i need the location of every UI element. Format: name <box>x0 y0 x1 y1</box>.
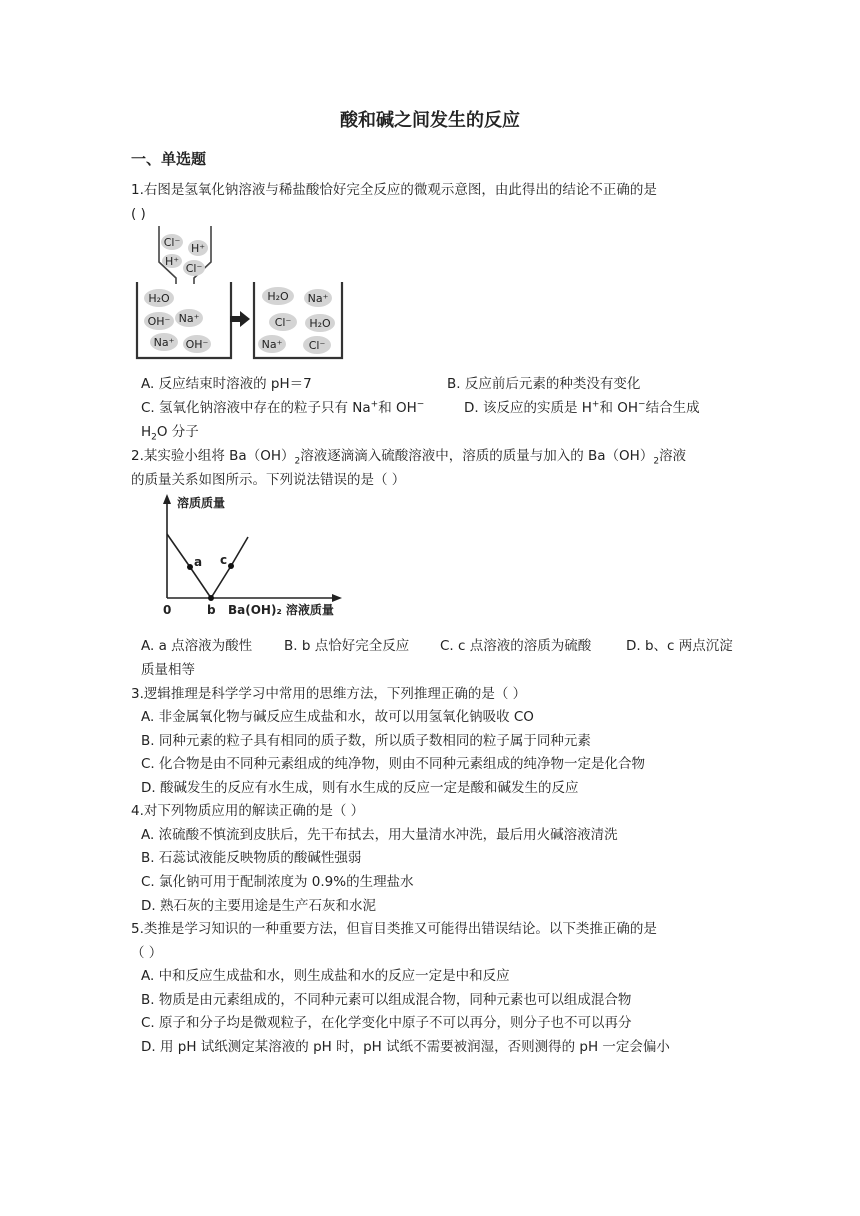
graph-point-c: c <box>220 553 228 567</box>
q2-stem-sub2: 2 <box>653 456 660 467</box>
graph-x-label: Ba(OH)₂ 溶液质量 <box>228 603 334 617</box>
q1-d-sup2: − <box>638 399 646 410</box>
q3-option-b[interactable]: B. 同种元素的粒子具有相同的质子数，所以质子数相同的粒子属于同种元素 <box>141 733 591 749</box>
graph-point-b: b <box>207 603 216 617</box>
q1-option-b[interactable]: B. 反应前后元素的种类没有变化 <box>447 376 641 392</box>
right-particle-2: Na⁺ <box>307 292 329 305</box>
left-particle-4: Na⁺ <box>153 336 175 349</box>
q5-option-b[interactable]: B. 物质是由元素组成的，不同种元素可以组成混合物，同种元素也可以组成混合物 <box>141 992 632 1008</box>
q2-stem-line2: 的质量关系如图所示。下列说法错误的是（ ） <box>131 472 406 488</box>
q1-c-sup2: − <box>416 399 425 410</box>
q5-stem-line1: 5.类推是学习知识的一种重要方法，但盲目类推又可能得出错误结论。以下类推正确的是 <box>131 921 657 937</box>
q1-d-sup1: + <box>591 399 600 410</box>
q5-option-a[interactable]: A. 中和反应生成盐和水，则生成盐和水的反应一定是中和反应 <box>141 968 510 984</box>
q1-stem-line2: ( ) <box>131 206 146 222</box>
reaction-arrow-icon <box>230 311 250 327</box>
right-particle-4: H₂O <box>309 317 331 330</box>
q4-option-c[interactable]: C. 氯化钠可用于配制浓度为 0.9%的生理盐水 <box>141 874 414 890</box>
q2-option-c[interactable]: C. c 点溶液的溶质为硫酸 <box>440 638 592 654</box>
graph-point-a: a <box>194 555 203 569</box>
q1-d-mid: 和 OH <box>599 400 639 416</box>
right-particle-5: Na⁺ <box>261 338 283 351</box>
graph-origin-label: 0 <box>163 603 172 617</box>
left-particle-2: OH⁻ <box>147 315 171 328</box>
funnel-ion-4: Cl⁻ <box>185 262 203 275</box>
right-particle-1: H₂O <box>267 290 289 303</box>
q1-d-cont-h: H <box>141 424 152 440</box>
q4-option-b[interactable]: B. 石蕊试液能反映物质的酸碱性强弱 <box>141 850 362 866</box>
q4-option-d[interactable]: D. 熟石灰的主要用途是生产石灰和水泥 <box>141 898 376 914</box>
funnel-ion-2: H⁺ <box>190 242 206 255</box>
q3-option-a[interactable]: A. 非金属氧化物与碱反应生成盐和水，故可以用氢氧化钠吸收 CO <box>141 709 534 725</box>
q3-option-d[interactable]: D. 酸碱发生的反应有水生成，则有水生成的反应一定是酸和碱发生的反应 <box>141 780 579 796</box>
q5-option-c[interactable]: C. 原子和分子均是微观粒子，在化学变化中原子不可以再分，则分子也不可以再分 <box>141 1015 632 1031</box>
left-particle-1: H₂O <box>148 292 170 305</box>
q4-option-a[interactable]: A. 浓硫酸不慎流到皮肤后，先干布拭去，用大量清水冲洗，最后用火碱溶液清洗 <box>141 827 618 843</box>
q1-option-d-cont <box>141 422 199 442</box>
q2-option-d[interactable]: D. b、c 两点沉淀 <box>626 638 733 654</box>
q2-stem-b: 溶液逐滴滴入硫酸溶液中，溶质的质量与加入的 Ba（OH） <box>300 448 654 464</box>
q1-stem-line1: 1.右图是氢氧化钠溶液与稀盐酸恰好完全反应的微观示意图，由此得出的结论不正确的是 <box>131 182 657 198</box>
section-heading: 一、单选题 <box>131 150 207 168</box>
q1-d-cont-sub: 2 <box>151 432 157 443</box>
q2-option-d-cont: 质量相等 <box>141 662 195 678</box>
q1-c-sup1: + <box>370 399 379 410</box>
q2-stem-line1 <box>131 446 686 466</box>
q1-d-text: D. 该反应的实质是 H <box>464 400 592 416</box>
q1-option-c[interactable] <box>141 398 424 418</box>
q5-option-d[interactable]: D. 用 pH 试纸测定某溶液的 pH 时，pH 试纸不需要被润湿，否则测得的 pH 一定会偏小 <box>141 1039 670 1055</box>
q1-option-a[interactable]: A. 反应结束时溶液的 pH＝7 <box>141 376 312 392</box>
funnel-ion-3: H⁺ <box>164 255 180 268</box>
q1-option-d[interactable] <box>464 398 700 418</box>
q2-stem-c: 溶液 <box>659 448 687 464</box>
q2-stem-sub1: 2 <box>294 456 301 467</box>
left-particle-5: OH⁻ <box>185 338 209 351</box>
q1-d-post: 结合生成 <box>645 400 700 416</box>
left-particle-3: Na⁺ <box>178 312 200 325</box>
q1-c-text: C. 氢氧化钠溶液中存在的粒子只有 Na <box>141 400 371 416</box>
q1-c-mid: 和 OH <box>378 400 417 416</box>
page-title: 酸和碱之间发生的反应 <box>340 110 520 131</box>
q3-stem: 3.逻辑推理是科学学习中常用的思维方法，下列推理正确的是（ ） <box>131 686 527 702</box>
q2-stem-a: 2.某实验小组将 Ba（OH） <box>131 448 295 464</box>
q1-d-cont-post: O 分子 <box>156 424 199 440</box>
funnel-ion-1: Cl⁻ <box>163 236 181 249</box>
q2-option-a[interactable]: A. a 点溶液为酸性 <box>141 638 253 654</box>
q2-mass-graph <box>150 490 350 622</box>
q4-stem: 4.对下列物质应用的解读正确的是（ ） <box>131 803 365 819</box>
q3-option-c[interactable]: C. 化合物是由不同种元素组成的纯净物，则由不同种元素组成的纯净物一定是化合物 <box>141 756 646 772</box>
graph-y-label: 溶质质量 <box>177 496 226 510</box>
q2-option-b[interactable]: B. b 点恰好完全反应 <box>284 638 410 654</box>
right-particle-6: Cl⁻ <box>308 339 326 352</box>
q1-reaction-diagram <box>134 226 346 362</box>
right-particle-3: Cl⁻ <box>274 316 292 329</box>
q5-stem-line2: （ ） <box>131 945 163 961</box>
